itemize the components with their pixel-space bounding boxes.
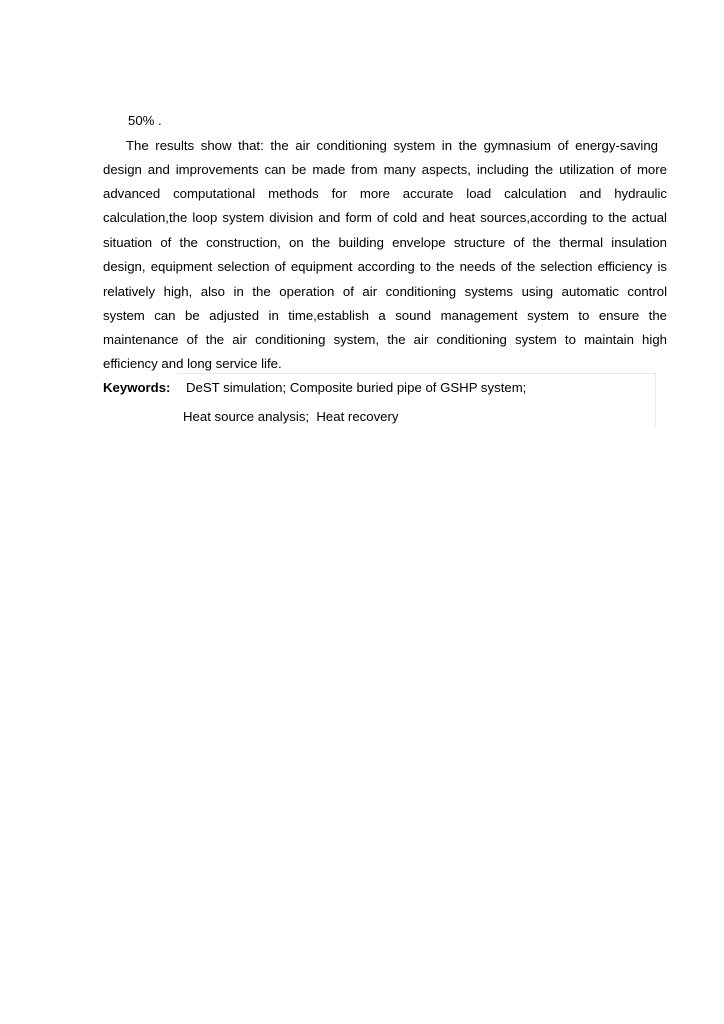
abstract-line: maintenance of the air conditioning system, the air conditioning system to maintain high — [103, 332, 667, 347]
abstract-line: relatively high, also in the operation of air conditioning systems using automatic control — [103, 284, 667, 299]
abstract-line: design and improvements can be made from many aspects, including the utilization of more — [103, 162, 667, 177]
abstract-line: system can be adjusted in time,establish a sound management system to ensure the — [103, 308, 667, 323]
abstract-line: advanced computational methods for more accurate load calculation and hydraulic — [103, 186, 667, 201]
abstract-line: The results show that: the air conditioning system in the gymnasium of energy-saving — [126, 138, 658, 153]
keywords-label: Keywords: — [103, 380, 171, 395]
abstract-line: design, equipment selection of equipment according to the needs of the selection efficiency is — [103, 259, 667, 274]
keywords-line: DeST simulation; Composite buried pipe of GSHP system; — [186, 380, 527, 395]
previous-page-fragment: 50% . — [128, 113, 162, 128]
abstract-line: situation of the construction, on the building envelope structure of the thermal insulation — [103, 235, 667, 250]
abstract-line: calculation,the loop system division and form of cold and heat sources,according to the actual — [103, 210, 667, 225]
keywords-line: Heat source analysis; Heat recovery — [183, 409, 399, 424]
abstract-line: efficiency and long service life. — [103, 356, 282, 371]
